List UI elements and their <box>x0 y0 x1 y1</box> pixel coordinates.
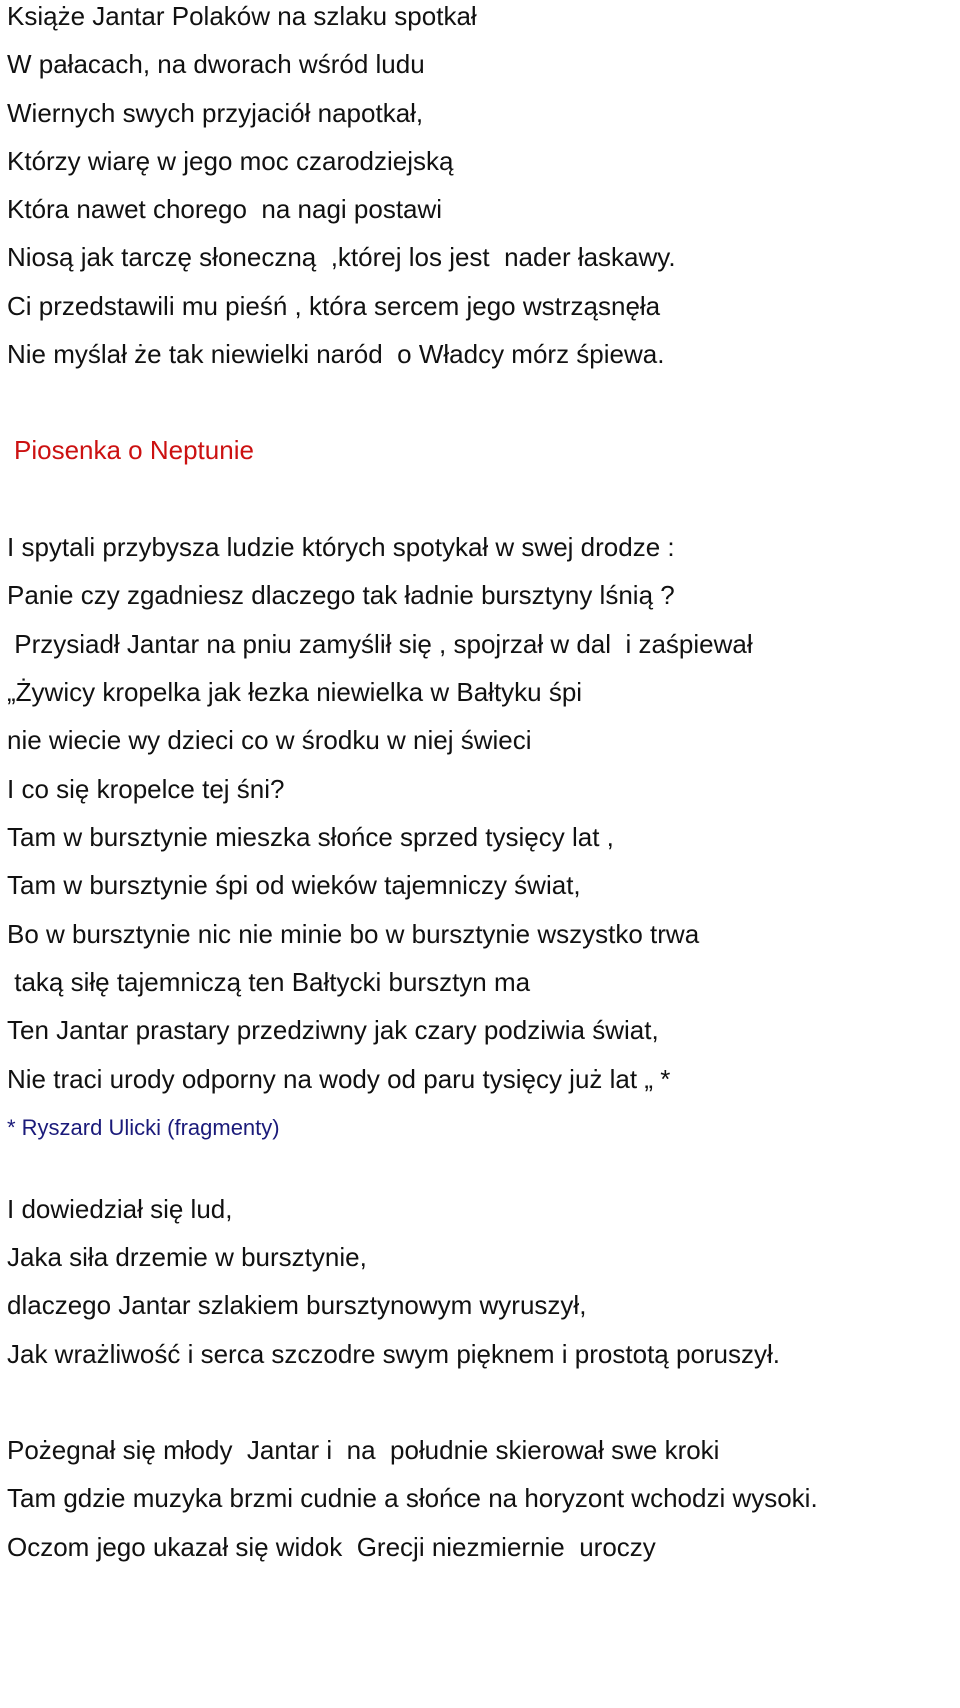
poem-line: Jaka siła drzemie w bursztynie, <box>7 1242 367 1272</box>
poem-line: I spytali przybysza ludzie których spotykał w swej drodze : <box>7 532 675 562</box>
song-title: Piosenka o Neptunie <box>14 435 254 465</box>
poem-line: Oczom jego ukazał się widok Grecji niezmiernie uroczy <box>7 1532 656 1562</box>
poem-line: Wiernych swych przyjaciół napotkał, <box>7 98 424 128</box>
poem-line: Jak wrażliwość i serca szczodre swym pięknem i prostotą poruszył. <box>7 1339 781 1369</box>
poem-line: Nie myślał że tak niewielki naród o Władcy mórz śpiewa. <box>7 339 665 369</box>
poem-line: Tam w bursztynie śpi od wieków tajemniczy świat, <box>7 870 581 900</box>
poem-line: Tam w bursztynie mieszka słońce sprzed tysięcy lat , <box>7 822 614 852</box>
poem-line: Którzy wiarę w jego moc czarodziejską <box>7 146 454 176</box>
poem-line: „Żywicy kropelka jak łezka niewielka w Bałtyku śpi <box>7 677 583 707</box>
poem-line: Ten Jantar prastary przedziwny jak czary podziwia świat, <box>7 1015 659 1045</box>
poem-line: I dowiedział się lud, <box>7 1194 233 1224</box>
poem-line: Książe Jantar Polaków na szlaku spotkał <box>7 1 477 31</box>
poem-line: Nie traci urody odporny na wody od paru tysięcy już lat „ * <box>7 1064 671 1094</box>
poem-line: Pożegnał się młody Jantar i na południe skierował swe kroki <box>7 1435 720 1465</box>
poem-line: taką siłę tajemniczą ten Bałtycki bursztyn ma <box>7 967 531 997</box>
poem-line: Panie czy zgadniesz dlaczego tak ładnie bursztyny lśnią ? <box>7 580 675 610</box>
poem-line: dlaczego Jantar szlakiem bursztynowym wyruszył, <box>7 1290 587 1320</box>
poem-line: Niosą jak tarczę słoneczną ,której los jest nader łaskawy. <box>7 242 676 272</box>
poem-line: Tam gdzie muzyka brzmi cudnie a słońce na horyzont wchodzi wysoki. <box>7 1483 818 1513</box>
poem-line: I co się kropelce tej śni? <box>7 774 285 804</box>
poem-line: Przysiadł Jantar na pniu zamyślił się , spojrzał w dal i zaśpiewał <box>7 629 753 659</box>
poem-line: Która nawet chorego na nagi postawi <box>7 194 443 224</box>
poem-line: Bo w bursztynie nic nie minie bo w bursztynie wszystko trwa <box>7 919 700 949</box>
poem-line: Ci przedstawili mu pieśń , która sercem jego wstrząsnęła <box>7 291 661 321</box>
author-credit: * Ryszard Ulicki (fragmenty) <box>7 1115 280 1140</box>
poem-line: W pałacach, na dworach wśród ludu <box>7 49 425 79</box>
poem-line: nie wiecie wy dzieci co w środku w niej świeci <box>7 725 532 755</box>
